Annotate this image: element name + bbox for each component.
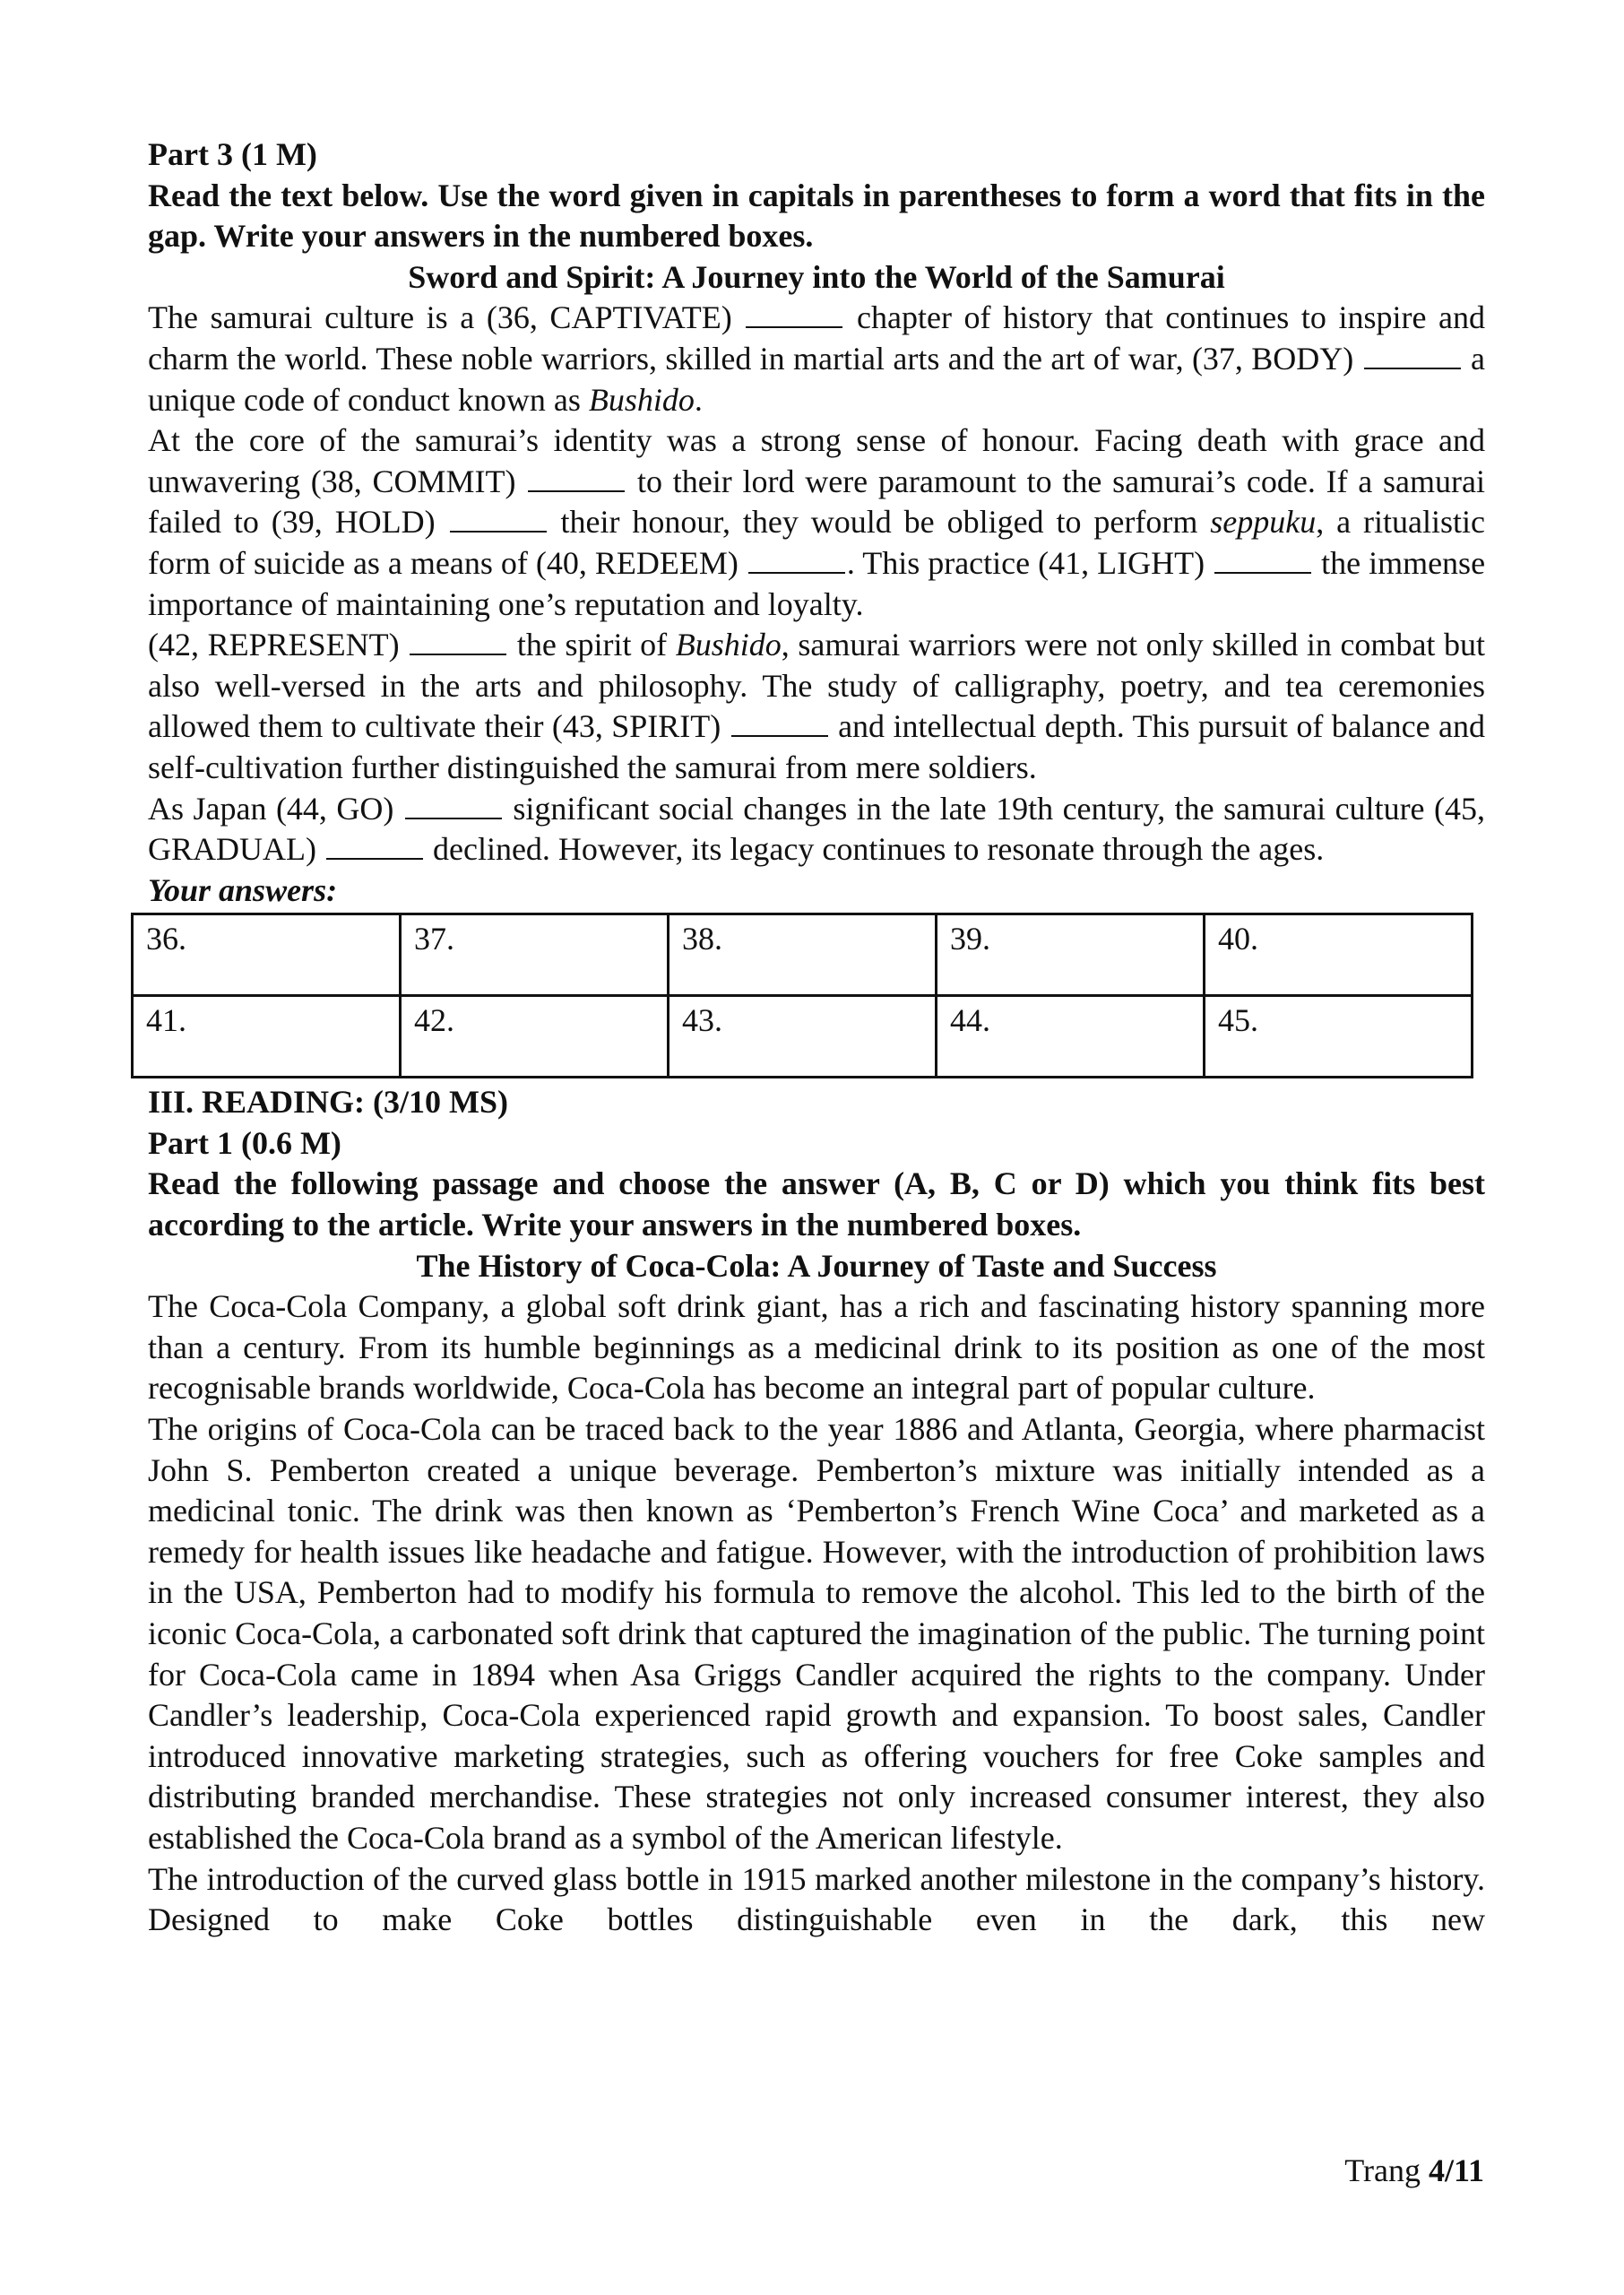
text-segment: their honour, they would be obliged to perform bbox=[560, 504, 1198, 541]
text-segment: . bbox=[694, 381, 703, 418]
gap-39 bbox=[450, 504, 547, 533]
answer-row bbox=[133, 914, 1473, 996]
gap-36 bbox=[746, 299, 842, 328]
samurai-paragraph-4 bbox=[148, 789, 1485, 870]
answer-box-41[interactable]: 41. bbox=[133, 996, 401, 1078]
gap-40 bbox=[748, 545, 845, 574]
gap-43 bbox=[731, 708, 828, 737]
answers-label: Your answers: bbox=[148, 871, 338, 908]
text-segment: . This practice (41, LIGHT) bbox=[846, 544, 1205, 581]
answer-box-43[interactable]: 43. bbox=[669, 996, 937, 1078]
text-segment: (42, REPRESENT) bbox=[148, 627, 400, 663]
text-segment: , samurai warriors were not only skilled in combat but also well-versed in the arts and philosophy. The study of calligraphy, poetry, and tea ceremonies allowed them to cultivate their (43, SPIRIT) bbox=[148, 627, 1486, 745]
text-segment: the spirit of bbox=[516, 627, 668, 663]
text-segment: significant social changes in the late 19th century, the samurai culture (45, GRADUAL) bbox=[148, 790, 1486, 868]
part3-heading: Part 3 (1 M) bbox=[148, 136, 317, 172]
page-label: Trang bbox=[1344, 2152, 1421, 2188]
answer-box-37[interactable]: 37. bbox=[401, 914, 669, 996]
coca-cola-paragraph-2: The origins of Coca-Cola can be traced back to the year 1886 and Atlanta, Georgia, where pharmacist John S. Pemberton created a unique beverage. Pemberton’s mixture was initially intended as a medicinal tonic. The drink was then known as ‘Pemberton’s French Wine Coca’ and marketed as a remedy for health issues like headache and fatigue. However, with the introduction of prohibition laws in the USA, Pemberton had to modify his formula to remove the alcohol. This led to the birth of the iconic Coca-Cola, a carbonated soft drink that captured the imagination of the public. The turning point for Coca-Cola came in 1894 when Asa Griggs Candler acquired the rights to the company. Under Candler’s leadership, Coca-Cola experienced rapid growth and expansion. To boost sales, Candler introduced innovative marketing strategies, such as offering vouchers for free Coke samples and distributing branded merchandise. These strategies not only increased consumer interest, they also established the Coca-Cola brand as a symbol of the American lifestyle. bbox=[148, 1411, 1485, 1856]
text-segment: and intellectual depth. This pursuit of balance and self-cultivation further distinguished the samurai from mere soldiers. bbox=[148, 708, 1486, 785]
answer-box-44[interactable]: 44. bbox=[937, 996, 1205, 1078]
answer-table bbox=[131, 913, 1473, 1078]
answer-box-39[interactable]: 39. bbox=[937, 914, 1205, 996]
gap-41 bbox=[1214, 545, 1311, 574]
text-segment: As Japan (44, GO) bbox=[148, 790, 394, 827]
gap-37 bbox=[1364, 341, 1461, 369]
text-segment: a unique code of conduct known as bbox=[148, 340, 1486, 418]
page-footer bbox=[1344, 2152, 1484, 2189]
samurai-paragraph-1 bbox=[148, 298, 1485, 420]
italic-term: Bushido bbox=[675, 627, 782, 663]
samurai-paragraph-3 bbox=[148, 625, 1485, 788]
page-number: 4/11 bbox=[1428, 2152, 1484, 2188]
text-segment: At the core of the samurai’s identity was a strong sense of honour. Facing death with grace and unwavering (38, COMMIT) bbox=[148, 422, 1485, 499]
text-segment: chapter of history that continues to inspire and charm the world. These noble warriors, skilled in martial arts and the art of war, (37, BODY) bbox=[148, 299, 1486, 377]
answer-box-42[interactable]: 42. bbox=[401, 996, 669, 1078]
reading-section-heading: III. READING: (3/10 MS) bbox=[148, 1084, 509, 1121]
part3-instruction: Read the text below. Use the word given in capitals in parentheses to form a word that fits in the gap. Write your answers in the numbered boxes. bbox=[148, 177, 1485, 255]
text-segment: The samurai culture is a (36, CAPTIVATE) bbox=[148, 299, 732, 336]
reading-instruction: Read the following passage and choose the answer (A, B, C or D) which you think fits best according to the article. Write your answers in the numbered boxes. bbox=[148, 1165, 1485, 1243]
italic-term: seppuku bbox=[1210, 504, 1317, 541]
answer-box-36[interactable]: 36. bbox=[133, 914, 401, 996]
passage-title-coca-cola: The History of Coca-Cola: A Journey of Taste and Success bbox=[416, 1247, 1217, 1284]
document-page bbox=[148, 134, 1485, 1941]
text-segment: to their lord were paramount to the samurai’s code. If a samurai failed to (39, HOLD) bbox=[148, 463, 1486, 541]
coca-cola-paragraph-3: The introduction of the curved glass bottle in 1915 marked another milestone in the company’s history. Designed to make Coke bottles distinguishable even in the dark, this new bbox=[148, 1860, 1485, 1938]
gap-38 bbox=[528, 463, 625, 492]
samurai-paragraph-2 bbox=[148, 420, 1485, 625]
gap-44 bbox=[405, 791, 502, 819]
coca-cola-paragraph-1: The Coca-Cola Company, a global soft drink giant, has a rich and fascinating history spanning more than a century. From its humble beginnings as a medicinal drink to its position as one of the most recognisable brands worldwide, Coca-Cola has become an integral part of popular culture. bbox=[148, 1288, 1485, 1407]
answer-box-45[interactable]: 45. bbox=[1205, 996, 1473, 1078]
text-segment: the immense importance of maintaining one’s reputation and loyalty. bbox=[148, 544, 1486, 622]
passage-title-samurai: Sword and Spirit: A Journey into the World of the Samurai bbox=[408, 258, 1225, 295]
gap-42 bbox=[410, 627, 506, 655]
text-segment: declined. However, its legacy continues to resonate through the ages. bbox=[432, 831, 1325, 868]
answer-box-40[interactable]: 40. bbox=[1205, 914, 1473, 996]
answer-row bbox=[133, 996, 1473, 1078]
gap-45 bbox=[326, 831, 423, 860]
text-segment: , a ritualistic form of suicide as a means of (40, REDEEM) bbox=[148, 504, 1486, 581]
italic-term: Bushido bbox=[588, 381, 695, 418]
reading-part-heading: Part 1 (0.6 M) bbox=[148, 1124, 341, 1161]
answer-box-38[interactable]: 38. bbox=[669, 914, 937, 996]
